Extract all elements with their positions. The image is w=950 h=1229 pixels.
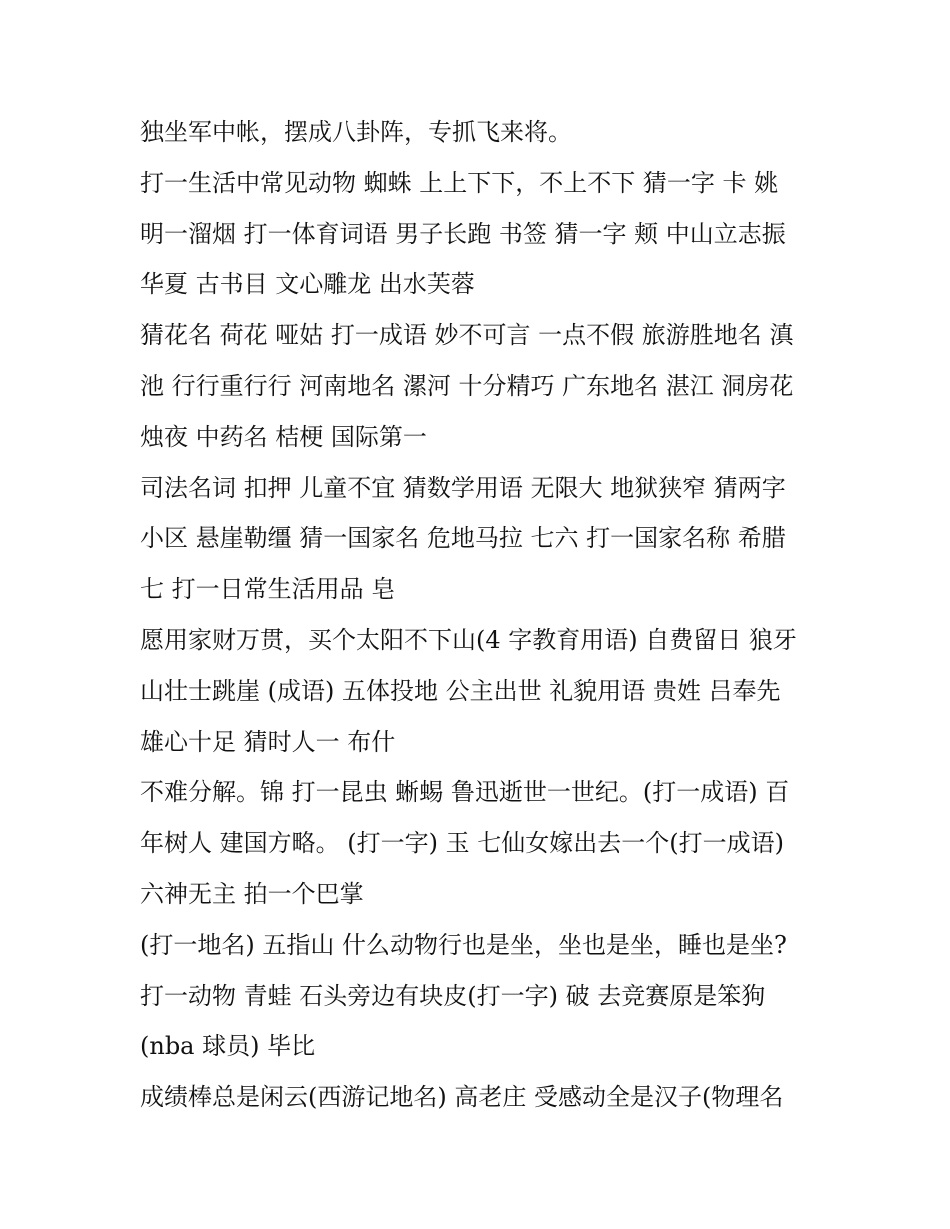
- text-line: 华夏 古书目 文心雕龙 出水芙蓉: [140, 270, 475, 299]
- text-line: 小区 悬崖勒缰 猜一国家名 危地马拉 七六 打一国家名称 希腊: [140, 524, 786, 553]
- text-line: (打一地名) 五指山 什么动物行也是坐，坐也是坐，睡也是坐?: [140, 930, 787, 959]
- text-line: 六神无主 拍一个巴掌: [140, 879, 364, 908]
- text-line: 猜花名 荷花 哑姑 打一成语 妙不可言 一点不假 旅游胜地名 滇: [140, 321, 794, 350]
- text-line: 七 打一日常生活用品 皂: [140, 575, 396, 604]
- text-line: 池 行行重行行 河南地名 漯河 十分精巧 广东地名 湛江 洞房花: [140, 371, 794, 400]
- text-line: 愿用家财万贯，买个太阳不下山(4 字教育用语) 自费留日 狼牙: [140, 625, 797, 654]
- text-line: 年树人 建国方略。 (打一字) 玉 七仙女嫁出去一个(打一成语): [140, 829, 784, 858]
- text-line: (nba 球员) 毕比: [140, 1032, 316, 1061]
- text-line: 司法名词 扣押 儿童不宜 猜数学用语 无限大 地狱狭窄 猜两字: [140, 473, 786, 502]
- text-line: 打一动物 青蛙 石头旁边有块皮(打一字) 破 去竞赛原是笨狗: [140, 981, 766, 1010]
- text-line: 成绩棒总是闲云(西游记地名) 高老庄 受感动全是汉子(物理名: [140, 1083, 784, 1112]
- text-line: 雄心十足 猜时人一 布什: [140, 727, 396, 756]
- text-line: 不难分解。锦 打一昆虫 蜥蜴 鲁迅逝世一世纪。(打一成语) 百: [140, 778, 790, 807]
- text-line: 打一生活中常见动物 蜘蛛 上上下下，不上不下 猜一字 卡 姚: [140, 168, 779, 197]
- text-line: 烛夜 中药名 桔梗 国际第一: [140, 422, 427, 451]
- text-line: 明一溜烟 打一体育词语 男子长跑 书签 猜一字 颊 中山立志振: [140, 219, 786, 248]
- text-line: 独坐军中帐，摆成八卦阵，专抓飞来将。: [140, 118, 572, 146]
- text-line: 山壮士跳崖 (成语) 五体投地 公主出世 礼貌用语 贵姓 吕奉先: [140, 676, 781, 705]
- document-body: [140, 107, 820, 1123]
